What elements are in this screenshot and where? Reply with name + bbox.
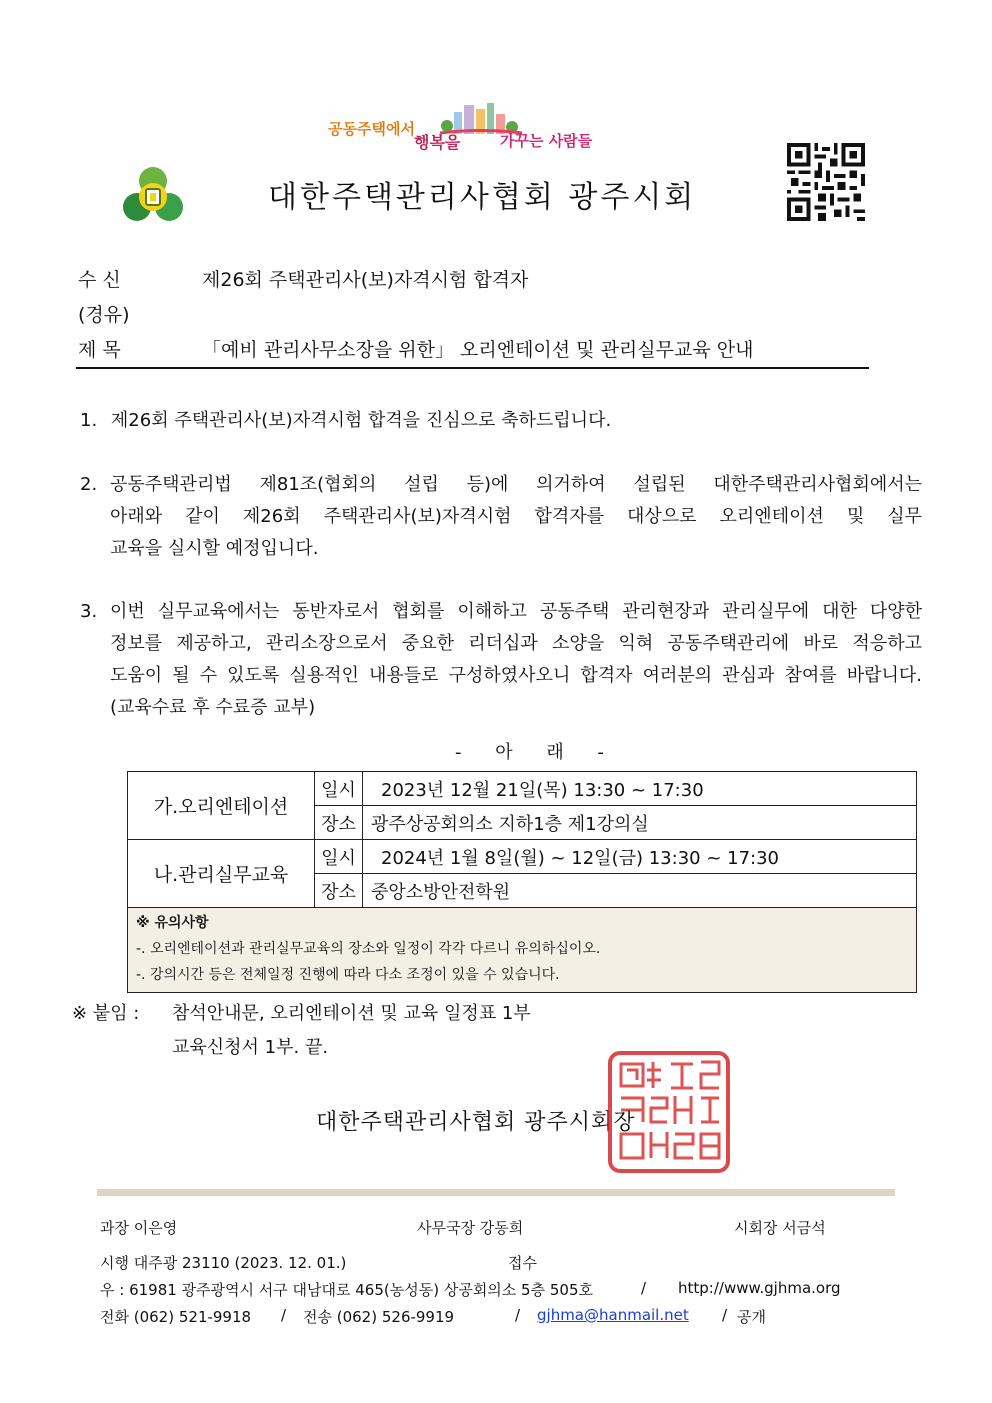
recipient-value: 제26회 주택관리사(보)자격시험 합격자 xyxy=(202,269,529,291)
orientation-date-value: 2023년 12월 21일(목) 13:30 ~ 17:30 xyxy=(363,772,917,806)
schedule-table xyxy=(127,771,917,993)
notice-item-2: -. 강의시간 등은 전체일정 진행에 따라 다소 조정이 있을 수 있습니다. xyxy=(136,967,560,983)
association-logo-icon xyxy=(120,165,186,225)
subject-label: 제 목 xyxy=(78,339,121,361)
training-place-value: 중앙소방안전학원 xyxy=(363,874,917,908)
footer-separator: / xyxy=(641,1279,647,1297)
footer-receipt: 접수 xyxy=(508,1254,537,1272)
paragraph-3-number: 3. xyxy=(80,601,98,622)
paragraph-2-line-1: 공동주택관리법 제81조(협회의 설립 등)에 의거하여 설립된 대한주택관리사협회에서는 xyxy=(110,474,922,495)
paragraph-2-line-2: 아래와 같이 제26회 주택관리사(보)자격시험 합격자를 대상으로 오리엔테이션 및 실무 xyxy=(110,506,922,527)
slogan-banner xyxy=(322,100,612,158)
organization-title: 대한주택관리사협회 광주시회 xyxy=(268,180,697,215)
orientation-place-label: 장소 xyxy=(315,806,363,840)
training-place-label: 장소 xyxy=(315,874,363,908)
attachment-line-1: 참석안내문, 오리엔테이션 및 교육 일정표 1부 xyxy=(172,1003,531,1024)
official-seal-icon xyxy=(607,1050,731,1174)
paragraph-3-line-3: 도움이 될 수 있도록 실용적인 내용들로 구성하였사오니 합격자 여러분의 관심과 참여를 바랍니다. xyxy=(110,665,922,686)
training-date-label: 일시 xyxy=(315,840,363,874)
paragraph-2 xyxy=(80,469,922,565)
footer-fax: 전송 (062) 526-9919 xyxy=(303,1308,455,1326)
practical-training-label: 나.관리실무교육 xyxy=(128,840,315,908)
subject-value: 「예비 관리사무소장을 위한」 오리엔테이션 및 관리실무교육 안내 xyxy=(202,339,754,361)
orientation-date-label: 일시 xyxy=(315,772,363,806)
details-heading: - 아 래 - xyxy=(455,742,618,763)
orientation-place-value: 광주상공회의소 지하1층 제1강의실 xyxy=(363,806,917,840)
notice-box xyxy=(128,908,917,993)
table-row xyxy=(128,772,917,806)
notice-title: ※ 유의사항 xyxy=(136,915,209,931)
table-row xyxy=(128,908,917,993)
footer-website-link[interactable]: http://www.gjhma.org xyxy=(678,1279,841,1297)
paragraph-1 xyxy=(80,405,611,437)
paragraph-3-line-4: (교육수료 후 수료증 교부) xyxy=(110,697,316,718)
paragraph-3-line-1: 이번 실무교육에서는 동반자로서 협회를 이해하고 공동주택 관리현장과 관리실무에 대한 다양한 xyxy=(110,601,922,622)
footer-address: 우 : 61981 광주광역시 서구 대남대로 465(농성동) 상공회의소 5층 505호 xyxy=(100,1281,593,1299)
paragraph-2-number: 2. xyxy=(80,474,98,495)
footer-manager: 과장 이은영 xyxy=(100,1219,178,1237)
slogan-part-1: 공동주택에서 xyxy=(328,120,415,138)
qr-code-icon[interactable] xyxy=(786,143,866,221)
footer-email-link[interactable]: gjhma@hanmail.net xyxy=(537,1306,689,1324)
paragraph-1-text: 제26회 주택관리사(보)자격시험 합격을 진심으로 축하드립니다. xyxy=(110,410,612,431)
footer-separator: / xyxy=(722,1306,728,1324)
footer-divider xyxy=(97,1189,895,1196)
header-divider xyxy=(76,367,869,369)
orientation-label: 가.오리엔테이션 xyxy=(128,772,315,840)
attachment-line-2: 교육신청서 1부. 끝. xyxy=(172,1037,329,1058)
via-label: (경유) xyxy=(78,304,130,326)
recipient-label: 수 신 xyxy=(78,269,121,291)
footer-president: 시회장 서금석 xyxy=(734,1219,826,1237)
paragraph-2-line-3: 교육을 실시할 예정입니다. xyxy=(110,538,319,559)
footer-director: 사무국장 강동희 xyxy=(417,1219,524,1237)
notice-item-1: -. 오리엔테이션과 관리실무교육의 장소와 일정이 각각 다르니 유의하십이오. xyxy=(136,941,601,957)
slogan-part-3: 가꾸는 사람들 xyxy=(500,132,593,150)
footer-separator: / xyxy=(281,1306,287,1324)
footer-phone: 전화 (062) 521-9918 xyxy=(100,1308,252,1326)
slogan-part-2: 행복을 xyxy=(414,133,461,152)
training-date-value: 2024년 1월 8일(월) ~ 12일(금) 13:30 ~ 17:30 xyxy=(363,840,917,874)
paragraph-3-line-2: 정보를 제공하고, 관리소장으로서 중요한 리더십과 소양을 익혀 공동주택관리에 바로 적응하고 xyxy=(110,633,922,654)
sender-signature: 대한주택관리사협회 광주시회장 xyxy=(316,1110,636,1135)
paragraph-1-number: 1. xyxy=(80,410,98,431)
table-row xyxy=(128,840,917,874)
footer-separator: / xyxy=(515,1306,521,1324)
attachment-label: ※ 붙임 : xyxy=(72,1003,140,1024)
paragraph-3 xyxy=(80,596,922,724)
footer-disclosure: 공개 xyxy=(737,1308,766,1326)
footer-enforcement: 시행 대주광 23110 (2023. 12. 01.) xyxy=(100,1254,347,1272)
